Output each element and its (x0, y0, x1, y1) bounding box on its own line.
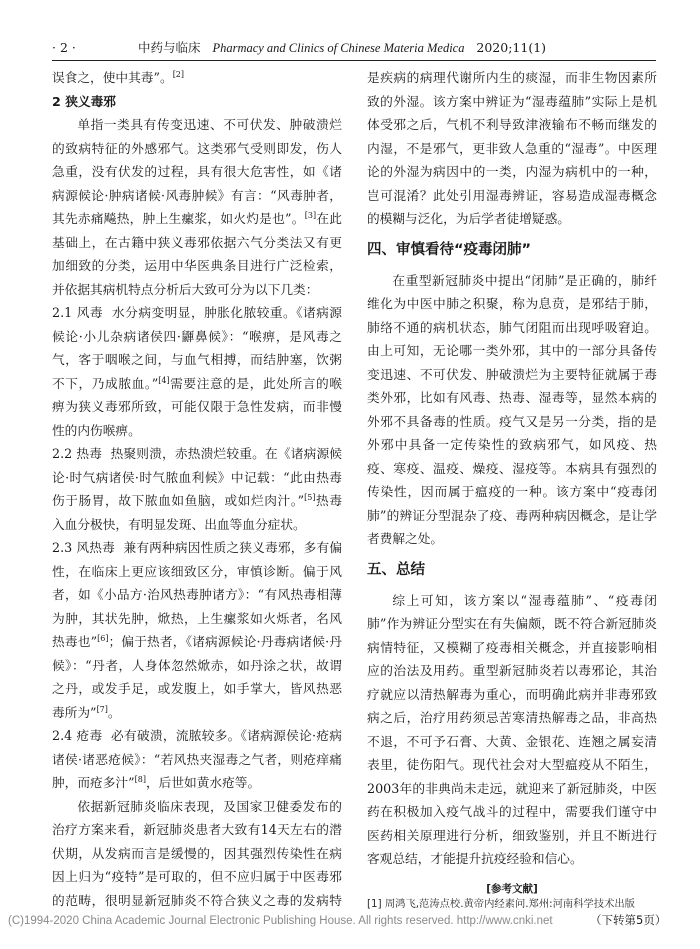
paragraph: 单指一类具有传变迅速、不可伏发、肿破溃烂的致病特征的外感邪气。这类邪气受则即发，伤人急重，没有伏发的过程，具有很大危害性，如《诸病源候论·肿病诸候·风毒肿候》有言：“风毒肿者，其先赤痛飚热，肿上生瘰浆，如火灼是也”。[3]在此基础上，在古籍中狭义毒邪依据六气分类法又有更加细致的分类，运用中华医典条目进行广泛检索，并依据其病机特点分析后大致可分为以下几类： (52, 117, 342, 297)
paragraph: 依据新冠肺炎临床表现，及国家卫健委发布的治疗方案来看，新冠肺炎患者大致有14天左右的潜伏期，从发病而言是缓慢的，因其强烈传染性在病因上归为“疫特”是可取的，但不应归属于中医毒邪的范畴，很明显新冠肺炎不符合狭义之毒的发病特 (52, 798, 342, 908)
subsection-heading: 2 狭义毒邪 (52, 93, 116, 109)
journal-title-en: Pharmacy and Clinics of Chinese Materia Medica (212, 41, 465, 55)
right-column (367, 66, 657, 912)
paragraph: 综上可知，该方案以“湿毒蕴肺”、“疫毒闭肺”作为辨证分型实在有失偏颇，既不符合新冠肺炎病情特征，又模糊了疫毒相关概念，并直接影响相应的治法及用药。重型新冠肺炎若以毒邪论，其治疗就应以清热解毒为重心，而明确此病并非毒邪致病之后，治疗用药须忌苦寒清热解毒之品，非高热不退，不可予石膏、大黄、金银花、连翘之属妄清表里，徒伤阳气。现代社会对大型瘟疫从不陌生，2003年的非典尚未走远，就迎来了新冠肺炎，中医药在积极加入疫气战斗的过程中，需要我们谨守中医药相关原理进行分析，细致鉴别，并且不断进行客观总结，才能提升抗疫经验和信心。 (367, 592, 657, 866)
section-heading-5: 五、总结 (367, 561, 425, 578)
citation: [3] (304, 210, 317, 220)
section-heading-4: 四、审慎看待“疫毒闭肺” (367, 241, 532, 258)
citation: [2] (172, 69, 185, 79)
citation: [6] (97, 633, 109, 643)
continued-note: （下转第5页） (590, 913, 667, 927)
running-header (52, 38, 656, 58)
term-label: 风毒 (76, 305, 104, 320)
term-label: 风热毒 (76, 540, 116, 555)
paragraph-2-3: 2.3 风热毒 兼有两种病因性质之狭义毒邪，多有偏性，在临床上更应该细致区分，审慎诊断。偏于风者，如《小品方·治风热毒肿诸方》：“有风热毒相薄为肿，其状先肿，焮热，上生瘰浆如火烁者，名风热毒也”[6]；偏于热者，《诸病源候论·丹毒病诸候·丹候》：“丹者，人身体忽然焮赤，如丹涂之状，故谓之丹，或发手足，或发腹上，如手掌大，皆风热恶毒所为”[7]。 (52, 540, 342, 720)
term-label: 热毒 (76, 446, 103, 461)
citation: [8] (134, 774, 146, 784)
paragraph: 误食之，使中其毒”。[2] (52, 69, 185, 85)
citation: [7] (96, 704, 108, 714)
left-column (52, 66, 342, 912)
citation: [4] (158, 375, 170, 385)
page-number: · 2 · (52, 40, 76, 55)
journal-title-cn: 中药与临床 (138, 40, 201, 55)
references-title: [参考文献] (486, 882, 538, 895)
journal-title (138, 38, 546, 58)
reference-item: [1] 周鸿飞,范涛点校.黄帝内经素问.郑州:河南科学技术出版 (367, 897, 635, 910)
journal-issue: 2020;11(1) (476, 40, 547, 55)
paragraph-2-2: 2.2 热毒 热聚则溃，赤热溃烂较重。在《诸病源候论·时气病诸侯·时气脓血利候》中记载：“此由热毒伤于肠胃，故下脓血如鱼脑，或如烂肉汁。”[5]热毒入血分极快，有明显发斑、出血等血分症状。 (52, 446, 342, 532)
paragraph-2-4: 2.4 疮毒 必有破溃，流脓较多。《诸病源侯论·疮病诸侯·诸恶疮候》：“若风热夹湿毒之气者，则疮痒痛 肿，而疮多汁”[8]，后世如黄水疮等。 (52, 728, 342, 790)
paragraph: 在重型新冠肺炎中提出“闭肺”是正确的，肺纤维化为中医中肺之积聚，称为息贲，是邪结于肺，肺络不通的病机状态，肺气闭阻而出现呼吸窘迫。由上可知，无论哪一类外邪，其中的一部分具备传变迅速、不可伏发、肿破溃烂为主要特征就属于毒类外邪，比如有风毒、热毒、湿毒等，显然本病的外邪不具备毒的性质。疫气又是另一分类，指的是外邪中具备一定传染性的致病邪气，如风疫、热疫、寒疫、温疫、燥疫、湿疫等。本病具有强烈的传染性，因而属于瘟疫的一种。该方案中“疫毒闭肺”的辨证分型混杂了疫、毒两种病因概念，是让学者费解之处。 (367, 272, 657, 546)
term-label: 疮毒 (76, 728, 103, 743)
paragraph-2-1: 2.1 风毒 水分病变明显，肿胀化脓较重。《诸病源候论·小儿杂病诸侯四·鼲鼻候》：“喉痹，是风毒之气，客于咽喉之间，与血气相搏，而结肿塞，饮粥不下，乃成脓血。”[4]需要注意的是，此处所言的喉痹为狭义毒邪所致，可能仅限于急性发病，而非慢性的内伤喉痹。 (52, 305, 342, 438)
copyright-footer: (C)1994-2020 China Academic Journal Electronic Publishing House. All rights reserved. http://www.cnki.net (8, 915, 553, 927)
citation: [5] (304, 492, 316, 502)
header-rule (52, 60, 656, 61)
paragraph: 是疾病的病理代谢所内生的痰湿，而非生物因素所致的外湿。该方案中辨证为“湿毒蕴肺”实际上是机体受邪之后，气机不利导致津液输布不畅而继发的内湿，不是邪气，更非致人急重的“湿毒”。中医理论的外湿为病因中的一类，内湿为病机中的一种，岂可混淆？此处引用湿毒辨证，容易造成湿毒概念的模糊与泛化，为后学者徒增疑惑。 (367, 70, 657, 226)
